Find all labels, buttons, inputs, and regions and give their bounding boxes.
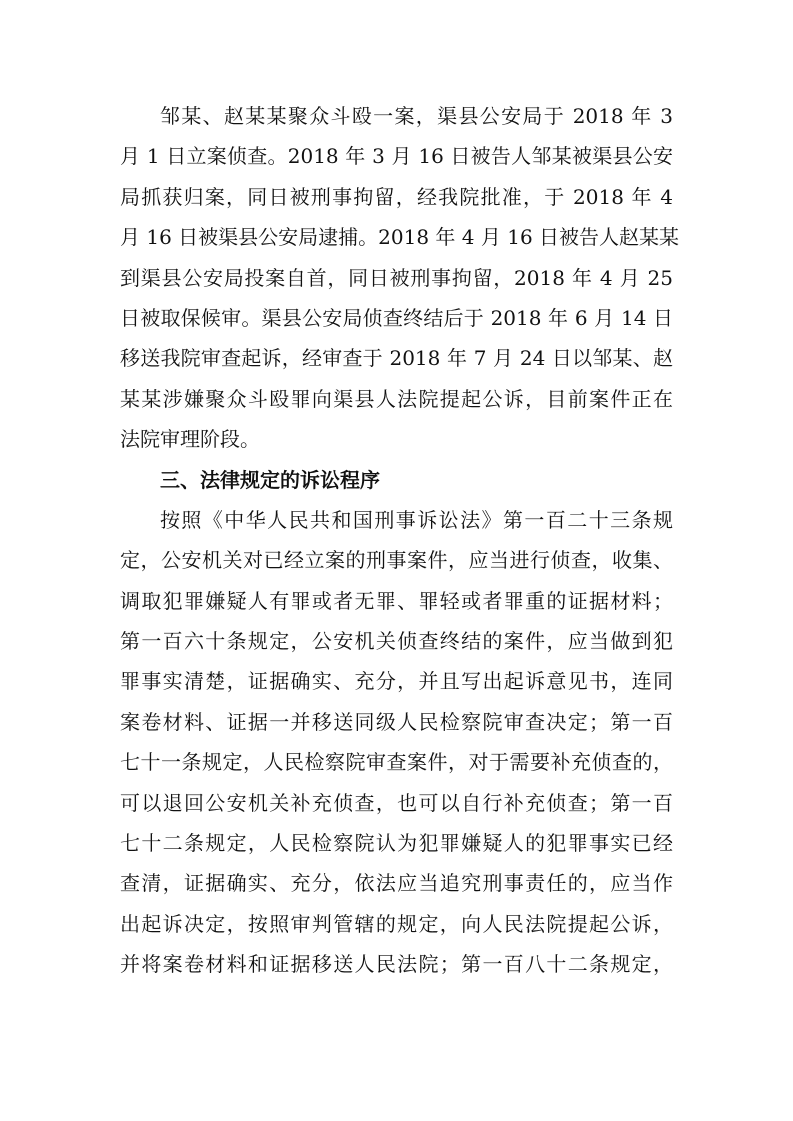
- paragraph-line: 七十二条规定，人民检察院认为犯罪嫌疑人的犯罪事实已经: [120, 831, 673, 856]
- paragraph-line: 月 16 日被渠县公安局逮捕。2018 年 4 月 16 日被告人赵某某: [120, 225, 680, 250]
- paragraph-line: 案卷材料、证据一并移送同级人民检察院审查决定；第一百: [120, 709, 673, 734]
- paragraph-line: 出起诉决定，按照审判管辖的规定，向人民法院提起公诉，: [120, 911, 673, 936]
- paragraph-line: 查清，证据确实、充分，依法应当追究刑事责任的，应当作: [120, 871, 673, 896]
- paragraph-line: 罪事实清楚，证据确实、充分，并且写出起诉意见书，连同: [120, 669, 673, 694]
- paragraph-line: 调取犯罪嫌疑人有罪或者无罪、罪轻或者罪重的证据材料；: [120, 588, 673, 613]
- paragraph-line: 到渠县公安局投案自首，同日被刑事拘留，2018 年 4 月 25: [120, 265, 673, 290]
- section-heading: 三、法律规定的诉讼程序: [160, 467, 380, 492]
- paragraph-line: 七十一条规定，人民检察院审查案件，对于需要补充侦查的，: [120, 750, 673, 775]
- paragraph-line: 可以退回公安机关补充侦查，也可以自行补充侦查；第一百: [120, 790, 673, 815]
- paragraph-line: 法院审理阶段。: [120, 427, 260, 452]
- legal-procedure-paragraph: [120, 500, 673, 985]
- paragraph-line: 移送我院审查起诉，经审查于 2018 年 7 月 24 日以邹某、赵: [120, 346, 673, 371]
- paragraph-line: 日被取保候审。渠县公安局侦查终结后于 2018 年 6 月 14 日: [120, 305, 673, 330]
- paragraph-line: 并将案卷材料和证据移送人民法院；第一百八十二条规定，: [120, 952, 673, 977]
- document-body: [120, 96, 680, 985]
- paragraph-line: 按照《中华人民共和国刑事诉讼法》第一百二十三条规: [160, 507, 673, 532]
- paragraph-line: 第一百六十条规定，公安机关侦查终结的案件，应当做到犯: [120, 629, 673, 654]
- paragraph-line: 邹某、赵某某聚众斗殴一案，渠县公安局于 2018 年 3: [160, 104, 673, 128]
- paragraph-line: 某某涉嫌聚众斗殴罪向渠县人法院提起公诉，目前案件正在: [120, 386, 673, 411]
- paragraph-line: 定，公安机关对已经立案的刑事案件，应当进行侦查，收集、: [120, 548, 673, 573]
- case-history-paragraph: [120, 96, 680, 460]
- paragraph-line: 月 1 日立案侦查。2018 年 3 月 16 日被告人邹某被渠县公安: [120, 144, 673, 169]
- paragraph-line: 局抓获归案，同日被刑事拘留，经我院批准，于 2018 年 4: [120, 184, 673, 209]
